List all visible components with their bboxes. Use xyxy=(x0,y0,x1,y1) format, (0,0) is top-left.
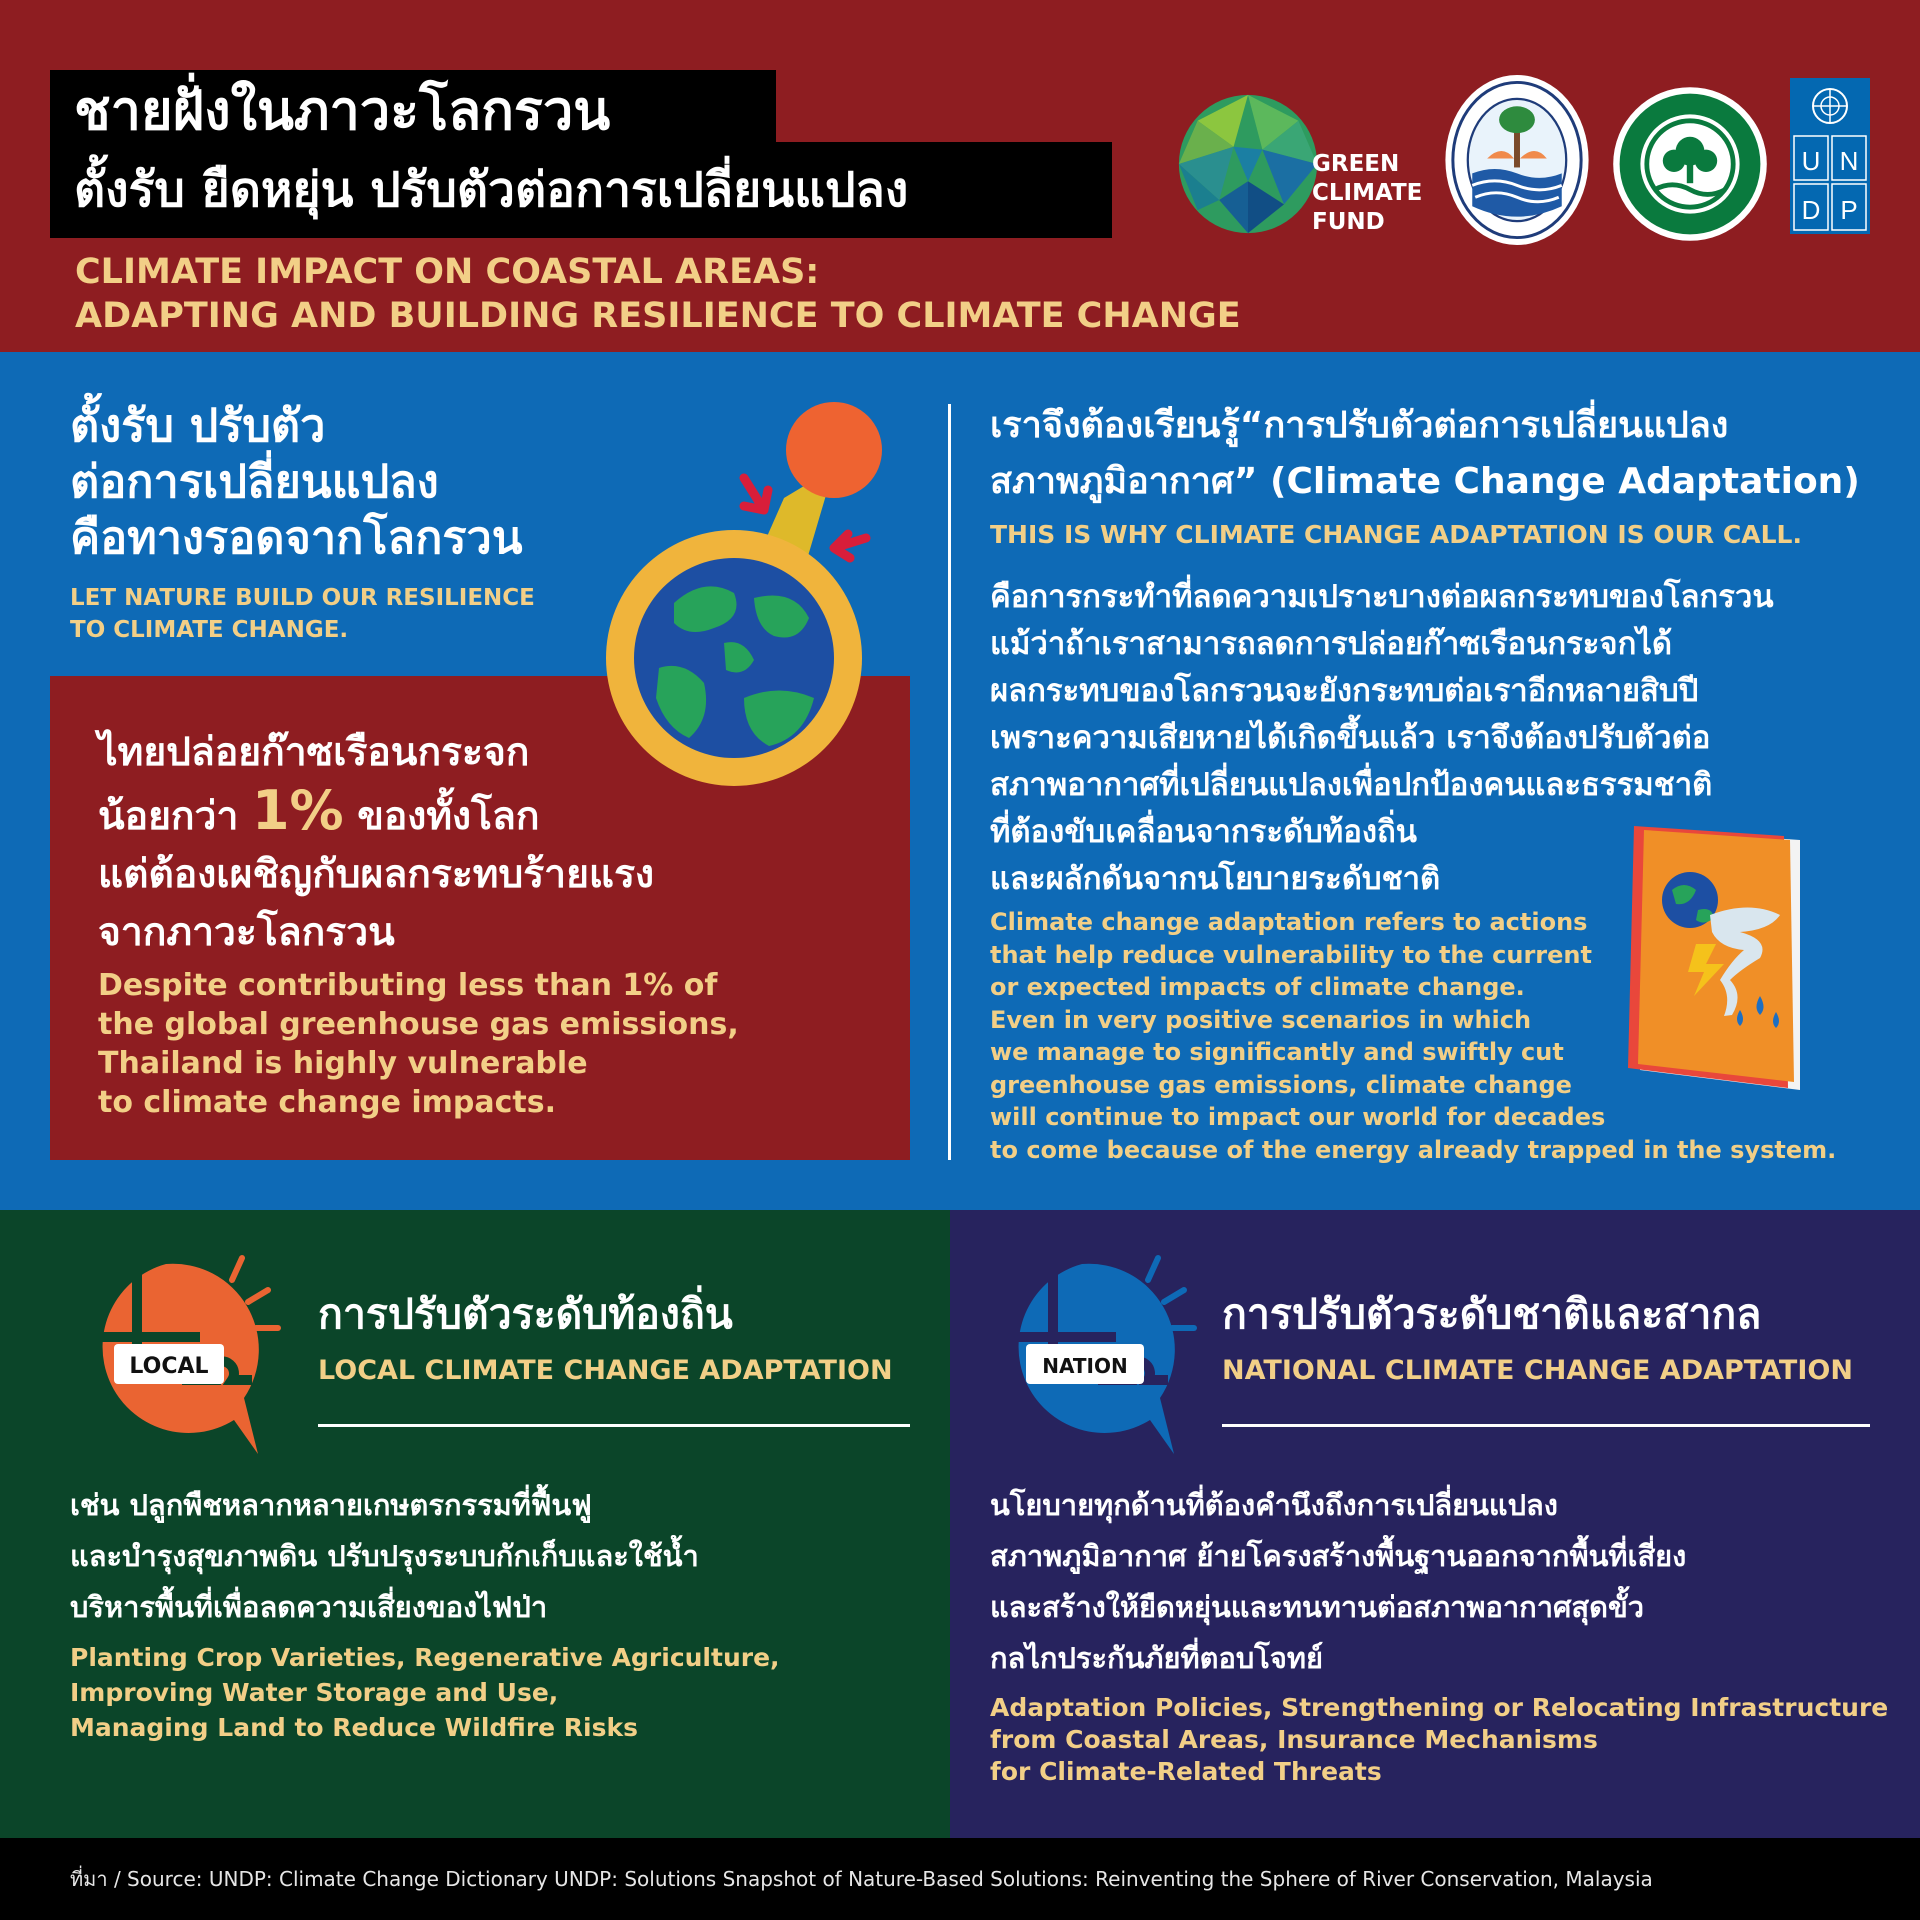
local-body-line: และบำรุงสุขภาพดิน ปรับปรุงระบบกักเก็บและใช้น้ำ xyxy=(70,1539,699,1573)
national-body-line: นโยบายทุกด้านที่ต้องคำนึงถึงการเปลี่ยนแปลง xyxy=(990,1488,1558,1522)
dmcr-seal-logo xyxy=(1442,72,1592,248)
callout-line: แต่ต้องเผชิญกับผลกระทบร้ายแรง xyxy=(98,852,655,897)
callout-line: ไทยปล่อยก๊าซเรือนกระจก xyxy=(98,730,530,775)
national-body-thai xyxy=(990,1480,1686,1684)
title-english-line2: ADAPTING AND BUILDING RESILIENCE TO CLIMATE CHANGE xyxy=(75,296,1241,336)
national-heading: การปรับตัวระดับชาติและสากล xyxy=(1222,1290,1762,1338)
climate-book-illustration xyxy=(1620,820,1820,1110)
callout-line: จากภาวะโลกรวน xyxy=(98,910,395,955)
right-heading xyxy=(990,398,1860,510)
emissions-callout-thai xyxy=(98,724,654,962)
right-heading-line: เราจึงต้องเรียนรู้“การปรับตัวต่อการเปลี่ยนแปลง xyxy=(990,405,1729,446)
right-body-en-line: Even in very positive scenarios in which xyxy=(990,1005,1532,1034)
local-body-en-line: Managing Land to Reduce Wildfire Risks xyxy=(70,1713,639,1742)
callout-line-percent xyxy=(98,779,654,846)
sun-icon xyxy=(786,402,882,498)
right-body-en-line: Climate change adaptation refers to actions xyxy=(990,908,1588,936)
right-body-en-line: that help reduce vulnerability to the current xyxy=(990,940,1592,969)
source-citation: ที่มา / Source: UNDP: Climate Change Dictionary UNDP: Solutions Snapshot of Nature-Based Solutions: Reinventing the Sphere of River Conservation, Malaysia xyxy=(70,1867,1653,1891)
right-body-line: เพราะความเสียหายได้เกิดขึ้นแล้ว เราจึงต้องปรับตัวต่อ xyxy=(990,720,1711,756)
local-body-en-line: Planting Crop Varieties, Regenerative Agriculture, xyxy=(70,1643,780,1672)
emissions-callout-english xyxy=(98,966,739,1122)
local-body-line: บริหารพื้นที่เพื่อลดความเสี่ยงของไฟป่า xyxy=(70,1590,548,1624)
left-heading xyxy=(70,398,523,566)
national-subheading: NATIONAL CLIMATE CHANGE ADAPTATION xyxy=(1222,1355,1853,1386)
right-body-line: คือการกระทำที่ลดความเปราะบางต่อผลกระทบของโลกรวน xyxy=(990,579,1774,615)
right-body-line: ที่ต้องขับเคลื่อนจากระดับท้องถิ่น xyxy=(990,814,1417,850)
undp-letter-d: D xyxy=(1801,195,1821,225)
right-body-en-line: will continue to impact our world for decades xyxy=(990,1103,1606,1131)
local-body-en-line: Improving Water Storage and Use, xyxy=(70,1678,559,1707)
right-body-en-line: to come because of the energy already trapped in the system. xyxy=(990,1135,1837,1164)
callout-en-line: the global greenhouse gas emissions, xyxy=(98,1007,739,1042)
undp-letter-p: P xyxy=(1840,195,1858,225)
left-heading-line: ต่อการเปลี่ยนแปลง xyxy=(70,455,439,508)
national-body-line: กลไกประกันภัยที่ตอบโจทย์ xyxy=(990,1641,1323,1675)
green-climate-fund-logo xyxy=(1176,92,1320,236)
national-body-en-line: Adaptation Policies, Strengthening or Relocating Infrastructure xyxy=(990,1693,1889,1722)
local-heading: การปรับตัวระดับท้องถิ่น xyxy=(318,1290,733,1338)
title-english-line1: CLIMATE IMPACT ON COASTAL AREAS: xyxy=(75,252,820,292)
right-subheading: THIS IS WHY CLIMATE CHANGE ADAPTATION IS OUR CALL. xyxy=(990,520,1802,549)
undp-letter-u: U xyxy=(1801,146,1821,176)
title-thai-line1: ชายฝั่งในภาวะโลกรวน xyxy=(50,70,776,152)
gcf-wordmark xyxy=(1312,150,1422,237)
section-divider xyxy=(948,404,951,1160)
nation-icon-label: NATION xyxy=(1042,1354,1128,1378)
local-rule xyxy=(318,1424,910,1427)
gcf-word-climate: CLIMATE xyxy=(1312,180,1423,206)
gcf-word-green: GREEN xyxy=(1312,151,1400,177)
right-heading-line: สภาพภูมิอากาศ” (Climate Change Adaptation) xyxy=(990,461,1860,502)
title-english xyxy=(75,250,1241,338)
national-body-line: สภาพภูมิอากาศ ย้ายโครงสร้างพื้นฐานออกจากพื้นที่เสี่ยง xyxy=(990,1539,1687,1573)
globe-magnifier-illustration xyxy=(594,398,904,800)
national-body-english xyxy=(990,1692,1888,1788)
local-icon-label: LOCAL xyxy=(129,1354,209,1379)
local-speech-puzzle-icon xyxy=(66,1248,286,1466)
left-heading-line: ตั้งรับ ปรับตัว xyxy=(70,399,326,452)
local-body-line: เช่น ปลูกพืชหลากหลายเกษตรกรรมที่ฟื้นฟู xyxy=(70,1488,592,1522)
national-body-line: และสร้างให้ยืดหยุ่นและทนทานต่อสภาพอากาศสุดขั้ว xyxy=(990,1590,1645,1624)
callout-prefix: น้อยกว่า xyxy=(98,794,252,839)
callout-percent-highlight: 1% xyxy=(251,779,344,842)
nation-speech-puzzle-icon xyxy=(982,1248,1202,1466)
callout-suffix: ของทั้งโลก xyxy=(343,794,540,839)
right-body-line: และผลักดันจากนโยบายระดับชาติ xyxy=(990,861,1441,897)
left-subheading-line: LET NATURE BUILD OUR RESILIENCE xyxy=(70,585,535,611)
dcce-seal-logo xyxy=(1610,84,1770,244)
local-body-thai xyxy=(70,1480,699,1633)
left-subheading xyxy=(70,582,535,646)
right-body-line: ผลกระทบของโลกรวนจะยังกระทบต่อเราอีกหลายสิบปี xyxy=(990,673,1699,709)
right-body-en-line: we manage to significantly and swiftly cut xyxy=(990,1038,1564,1066)
national-body-en-line: from Coastal Areas, Insurance Mechanisms xyxy=(990,1725,1598,1754)
callout-en-line: Despite contributing less than 1% of xyxy=(98,968,718,1003)
right-body-line: สภาพอากาศที่เปลี่ยนแปลงเพื่อปกป้องคนและธรรมชาติ xyxy=(990,767,1713,803)
callout-en-line: to climate change impacts. xyxy=(98,1085,557,1120)
left-heading-line: คือทางรอดจากโลกรวน xyxy=(70,511,523,564)
right-body-en-line: greenhouse gas emissions, climate change xyxy=(990,1070,1572,1099)
right-body-en-line: or expected impacts of climate change. xyxy=(990,973,1525,1001)
local-subheading: LOCAL CLIMATE CHANGE ADAPTATION xyxy=(318,1355,893,1386)
callout-en-line: Thailand is highly vulnerable xyxy=(98,1046,588,1081)
undp-logo xyxy=(1790,78,1870,234)
local-body-english xyxy=(70,1640,780,1745)
national-body-en-line: for Climate-Related Threats xyxy=(990,1757,1382,1786)
title-thai-line2: ตั้งรับ ยืดหยุ่น ปรับตัวต่อการเปลี่ยนแปลง xyxy=(50,142,1112,238)
left-subheading-line: TO CLIMATE CHANGE. xyxy=(70,617,349,643)
gcf-word-fund: FUND xyxy=(1312,209,1385,235)
national-rule xyxy=(1222,1424,1870,1427)
right-body-line: แม้ว่าถ้าเราสามารถลดการปล่อยก๊าซเรือนกระจกได้ xyxy=(990,626,1673,662)
undp-letter-n: N xyxy=(1839,146,1859,176)
